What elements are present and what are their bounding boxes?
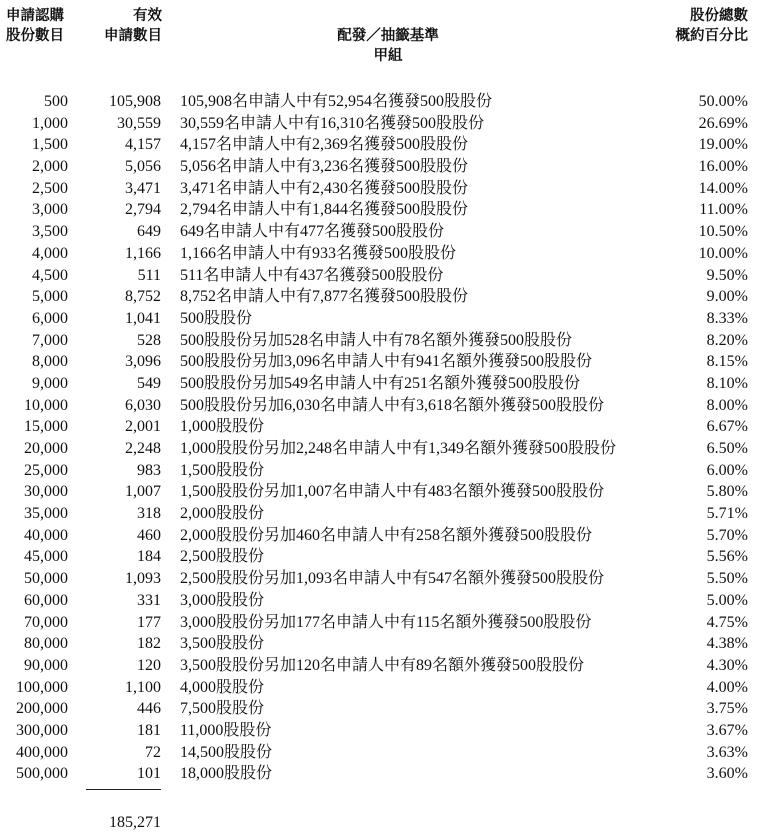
- basis-of-allotment-cell: 8,752名申請人中有7,877名獲發500股股份: [180, 288, 469, 306]
- basis-of-allotment-cell: 4,157名申請人中有2,369名獲發500股股份: [180, 136, 469, 154]
- total-valid-applications: 185,271: [109, 814, 161, 831]
- table-row: [0, 460, 762, 482]
- table-row: [0, 612, 762, 634]
- shares-applied-cell: 40,000: [24, 526, 68, 544]
- shares-applied-cell: 400,000: [16, 743, 68, 761]
- header-shares-applied-line2: 股份數目: [6, 28, 64, 44]
- shares-applied-cell: 2,000: [32, 158, 68, 176]
- percentage-cell: 8.00%: [706, 396, 748, 414]
- valid-applications-cell: 177: [137, 613, 161, 631]
- shares-applied-cell: 8,000: [32, 353, 68, 371]
- valid-applications-cell: 2,794: [125, 201, 161, 219]
- header-valid-applications-line2: 申請數目: [104, 28, 162, 44]
- shares-applied-cell: 300,000: [16, 721, 68, 739]
- percentage-cell: 16.00%: [698, 158, 748, 176]
- valid-applications-cell: 549: [137, 374, 161, 392]
- header-valid-applications-line1: 有效: [133, 8, 162, 24]
- header-percentage-line2: 概約百分比: [675, 28, 748, 44]
- basis-of-allotment-cell: 1,500股股份另加1,007名申請人中有483名額外獲發500股股份: [180, 483, 605, 501]
- basis-of-allotment-cell: 18,000股股份: [180, 765, 273, 783]
- percentage-cell: 3.60%: [706, 765, 748, 783]
- total-underline: [86, 789, 161, 790]
- valid-applications-cell: 184: [137, 548, 161, 566]
- basis-of-allotment-cell: 7,500股股份: [180, 700, 265, 718]
- percentage-cell: 9.50%: [706, 266, 748, 284]
- basis-of-allotment-cell: 1,500股股份: [180, 461, 265, 479]
- shares-applied-cell: 30,000: [24, 483, 68, 501]
- percentage-cell: 10.50%: [698, 223, 748, 241]
- percentage-cell: 9.00%: [706, 288, 748, 306]
- valid-applications-cell: 983: [137, 461, 161, 479]
- table-row: [0, 763, 762, 785]
- valid-applications-cell: 1,166: [125, 244, 161, 262]
- valid-applications-cell: 120: [137, 656, 161, 674]
- shares-applied-cell: 7,000: [32, 331, 68, 349]
- header-shares-applied-line1: 申請認購: [6, 8, 64, 24]
- table-row: [0, 156, 762, 178]
- header-shares-applied: [6, 6, 64, 46]
- shares-applied-cell: 80,000: [24, 635, 68, 653]
- percentage-cell: 6.67%: [706, 418, 748, 436]
- basis-of-allotment-cell: 1,000股股份另加2,248名申請人中有1,349名額外獲發500股股份: [180, 440, 617, 457]
- valid-applications-cell: 2,001: [125, 418, 161, 436]
- table-row: [0, 330, 762, 352]
- shares-applied-cell: 90,000: [24, 656, 68, 674]
- percentage-cell: 26.69%: [698, 114, 748, 132]
- header-percentage-line1: 股份總數: [690, 8, 748, 24]
- shares-applied-cell: 4,000: [32, 244, 68, 262]
- basis-of-allotment-cell: 5,056名申請人中有3,236名獲發500股股份: [180, 158, 469, 176]
- shares-applied-cell: 70,000: [24, 613, 68, 631]
- percentage-cell: 3.63%: [706, 743, 748, 761]
- valid-applications-cell: 1,100: [125, 678, 161, 696]
- table-row: [0, 199, 762, 221]
- valid-applications-cell: 30,559: [117, 114, 161, 132]
- table-row: [0, 243, 762, 265]
- shares-applied-cell: 6,000: [32, 309, 68, 327]
- header-basis-of-allotment: [300, 26, 476, 66]
- shares-applied-cell: 1,000: [32, 114, 68, 132]
- basis-of-allotment-cell: 2,500股股份: [180, 548, 265, 566]
- valid-applications-cell: 511: [137, 266, 161, 284]
- basis-of-allotment-cell: 30,559名申請人中有16,310名獲發500股股份: [180, 114, 485, 132]
- table-row: [0, 720, 762, 742]
- table-row: [0, 525, 762, 547]
- table-row: [0, 373, 762, 395]
- valid-applications-cell: 101: [137, 765, 161, 783]
- percentage-cell: 10.00%: [698, 244, 748, 262]
- basis-of-allotment-cell: 2,500股股份另加1,093名申請人中有547名額外獲發500股股份: [180, 570, 605, 588]
- valid-applications-cell: 2,248: [125, 440, 161, 457]
- basis-of-allotment-cell: 500股股份另加6,030名申請人中有3,618名額外獲發500股股份: [180, 396, 605, 414]
- shares-applied-cell: 3,500: [32, 223, 68, 241]
- basis-of-allotment-cell: 2,794名申請人中有1,844名獲發500股股份: [180, 201, 469, 219]
- table-row: [0, 265, 762, 287]
- basis-of-allotment-cell: 3,000股股份: [180, 591, 265, 609]
- allotment-table: [0, 91, 762, 785]
- table-row: [0, 503, 762, 525]
- percentage-cell: 5.70%: [706, 526, 748, 544]
- header-basis-line1: 配發／抽籤基準: [337, 28, 439, 44]
- valid-applications-cell: 182: [137, 635, 161, 653]
- basis-of-allotment-cell: 511名申請人中有437名獲發500股股份: [180, 266, 444, 284]
- table-row: [0, 134, 762, 156]
- valid-applications-cell: 1,007: [125, 483, 161, 501]
- percentage-cell: 8.33%: [706, 309, 748, 327]
- table-row: [0, 416, 762, 438]
- shares-applied-cell: 50,000: [24, 570, 68, 588]
- basis-of-allotment-cell: 500股股份另加549名申請人中有251名額外獲發500股股份: [180, 374, 581, 392]
- table-row: [0, 568, 762, 590]
- header-basis-pool: 甲組: [373, 48, 403, 64]
- shares-applied-cell: 35,000: [24, 505, 68, 523]
- shares-applied-cell: 4,500: [32, 266, 68, 284]
- basis-of-allotment-cell: 14,500股股份: [180, 743, 273, 761]
- percentage-cell: 4.00%: [706, 678, 748, 696]
- basis-of-allotment-cell: 2,000股股份: [180, 505, 265, 523]
- percentage-cell: 19.00%: [698, 136, 748, 154]
- valid-applications-cell: 6,030: [125, 396, 161, 414]
- valid-applications-cell: 446: [137, 700, 161, 718]
- table-row: [0, 308, 762, 330]
- basis-of-allotment-cell: 500股股份: [180, 309, 253, 327]
- valid-applications-cell: 649: [137, 223, 161, 241]
- table-row: [0, 742, 762, 764]
- shares-applied-cell: 3,000: [32, 201, 68, 219]
- table-row: [0, 221, 762, 243]
- basis-of-allotment-cell: 649名申請人中有477名獲發500股股份: [180, 223, 445, 241]
- table-row: [0, 677, 762, 699]
- basis-of-allotment-cell: 2,000股股份另加460名申請人中有258名額外獲發500股股份: [180, 526, 593, 544]
- basis-of-allotment-cell: 1,000股股份: [180, 418, 265, 436]
- shares-applied-cell: 2,500: [32, 179, 68, 197]
- percentage-cell: 4.75%: [706, 613, 748, 631]
- percentage-cell: 4.38%: [706, 635, 748, 653]
- table-row: [0, 590, 762, 612]
- shares-applied-cell: 10,000: [24, 396, 68, 414]
- valid-applications-cell: 72: [145, 743, 161, 761]
- basis-of-allotment-cell: 4,000股股份: [180, 678, 265, 696]
- valid-applications-cell: 5,056: [125, 158, 161, 176]
- table-row: [0, 286, 762, 308]
- table-row: [0, 698, 762, 720]
- percentage-cell: 5.50%: [706, 570, 748, 588]
- basis-of-allotment-cell: 11,000股股份: [180, 721, 272, 739]
- table-row: [0, 481, 762, 503]
- basis-of-allotment-cell: 500股股份另加3,096名申請人中有941名額外獲發500股股份: [180, 353, 593, 371]
- percentage-cell: 3.67%: [706, 721, 748, 739]
- table-row: [0, 633, 762, 655]
- percentage-cell: 50.00%: [698, 93, 748, 110]
- table-row: [0, 91, 762, 113]
- shares-applied-cell: 500,000: [16, 765, 68, 783]
- valid-applications-cell: 4,157: [125, 136, 161, 154]
- valid-applications-cell: 460: [137, 526, 161, 544]
- valid-applications-cell: 8,752: [125, 288, 161, 306]
- valid-applications-cell: 331: [137, 591, 161, 609]
- percentage-cell: 14.00%: [698, 179, 748, 197]
- shares-applied-cell: 45,000: [24, 548, 68, 566]
- percentage-cell: 4.30%: [706, 656, 748, 674]
- shares-applied-cell: 500: [44, 93, 68, 110]
- percentage-cell: 6.00%: [706, 461, 748, 479]
- shares-applied-cell: 60,000: [24, 591, 68, 609]
- shares-applied-cell: 5,000: [32, 288, 68, 306]
- percentage-cell: 3.75%: [706, 700, 748, 718]
- table-row: [0, 351, 762, 373]
- shares-applied-cell: 15,000: [24, 418, 68, 436]
- shares-applied-cell: 200,000: [16, 700, 68, 718]
- percentage-cell: 6.50%: [706, 440, 748, 457]
- shares-applied-cell: 1,500: [32, 136, 68, 154]
- shares-applied-cell: 20,000: [24, 440, 68, 457]
- table-row: [0, 178, 762, 200]
- basis-of-allotment-cell: 105,908名申請人中有52,954名獲發500股股份: [180, 93, 493, 110]
- valid-applications-cell: 318: [137, 505, 161, 523]
- percentage-cell: 11.00%: [699, 201, 748, 219]
- basis-of-allotment-cell: 3,471名申請人中有2,430名獲發500股股份: [180, 179, 469, 197]
- valid-applications-cell: 181: [137, 721, 161, 739]
- basis-of-allotment-cell: 500股股份另加528名申請人中有78名額外獲發500股股份: [180, 331, 573, 349]
- table-row: [0, 438, 762, 460]
- basis-of-allotment-cell: 3,000股股份另加177名申請人中有115名額外獲發500股股份: [180, 613, 592, 631]
- valid-applications-cell: 1,093: [125, 570, 161, 588]
- shares-applied-cell: 25,000: [24, 461, 68, 479]
- percentage-cell: 5.56%: [706, 548, 748, 566]
- percentage-cell: 5.71%: [706, 505, 748, 523]
- percentage-cell: 5.80%: [706, 483, 748, 501]
- shares-applied-cell: 100,000: [16, 678, 68, 696]
- percentage-cell: 8.20%: [706, 331, 748, 349]
- valid-applications-cell: 1,041: [125, 309, 161, 327]
- table-row: [0, 655, 762, 677]
- percentage-cell: 5.00%: [706, 591, 748, 609]
- percentage-cell: 8.10%: [706, 374, 748, 392]
- shares-applied-cell: 9,000: [32, 374, 68, 392]
- basis-of-allotment-cell: 3,500股股份另加120名申請人中有89名額外獲發500股股份: [180, 656, 585, 674]
- header-percentage: [632, 6, 748, 46]
- table-row: [0, 546, 762, 568]
- header-valid-applications: [100, 6, 162, 46]
- basis-of-allotment-cell: 1,166名申請人中有933名獲發500股股份: [180, 244, 457, 262]
- valid-applications-cell: 528: [137, 331, 161, 349]
- basis-of-allotment-cell: 3,500股股份: [180, 635, 265, 653]
- valid-applications-cell: 3,471: [125, 179, 161, 197]
- valid-applications-cell: 3,096: [125, 353, 161, 371]
- table-row: [0, 395, 762, 417]
- percentage-cell: 8.15%: [706, 353, 748, 371]
- table-row: [0, 113, 762, 135]
- valid-applications-cell: 105,908: [109, 93, 161, 110]
